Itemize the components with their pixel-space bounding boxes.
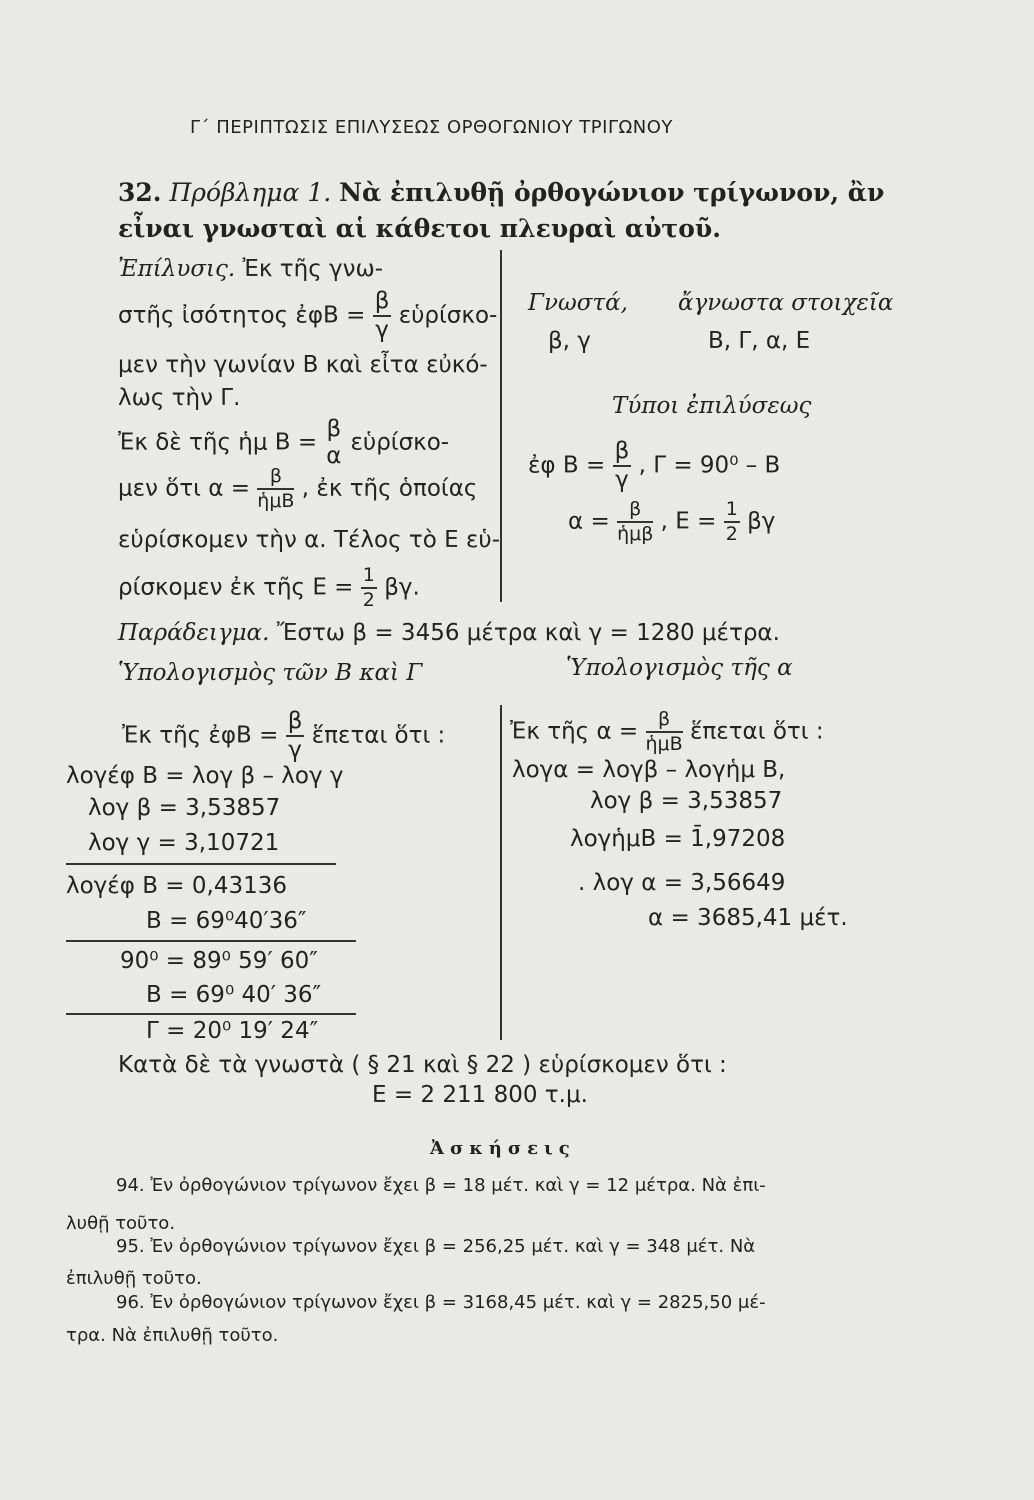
known-values: β, γ — [548, 328, 591, 354]
fraction-beta-gamma-calc — [286, 710, 305, 762]
solution-text: στῆς ἰσότητος ἐφΒ = — [118, 302, 373, 329]
calc-text: ἕπεται ὅτι : — [690, 718, 824, 745]
solution-label: Ἐπίλυσις. — [118, 256, 236, 282]
calc-left-row-3: λογ γ = 3,10721 — [88, 830, 280, 856]
frac-num: β — [613, 440, 632, 467]
frac-den: γ — [615, 467, 629, 493]
fraction-beta-hmB-calc — [646, 710, 683, 754]
frac-den: 2 — [362, 589, 375, 611]
column-divider-upper — [500, 250, 502, 602]
solution-line-6 — [118, 467, 477, 511]
formula-text: , Ε = — [660, 508, 724, 535]
solution-line-8 — [118, 566, 420, 610]
calc-text: Ἐκ τῆς α = — [510, 718, 646, 745]
formula-text: ἐφ Β = — [528, 452, 613, 479]
frac-den: ἡμβ — [617, 523, 654, 545]
frac-den: ἡμΒ — [257, 490, 295, 512]
formula-1 — [528, 440, 780, 492]
problem-heading — [118, 178, 884, 207]
calc-left-row-1: λογέφ Β = λογ β – λογ γ — [66, 763, 344, 789]
solution-text: ρίσκομεν ἐκ τῆς Ε = — [118, 574, 361, 601]
formula-text: α = — [568, 508, 618, 535]
fraction-beta-gamma-right — [613, 440, 632, 492]
fraction-beta-hmB — [257, 467, 294, 511]
frac-num: 1 — [361, 566, 377, 589]
solution-line-3: μεν τὴν γωνίαν Β καὶ εἶτα εὐκό- — [118, 352, 488, 378]
calc-left-row-7: Β = 69⁰ 40′ 36″ — [146, 982, 322, 1008]
frac-den: γ — [375, 317, 389, 343]
frac-num: β — [617, 500, 653, 523]
problem-statement-1: Νὰ ἐπιλυθῇ ὀρθογώνιον τρίγωνον, ἂν — [339, 178, 885, 207]
rule-2 — [66, 940, 356, 942]
problem-statement-2: εἶναι γνωσταὶ αἱ κάθετοι πλευραὶ αὐτοῦ. — [118, 214, 721, 243]
frac-num: β — [286, 710, 305, 737]
calc-right-row-1: λογα = λογβ – λογἡμ Β, — [512, 757, 786, 783]
solution-text: Ἐκ δὲ τῆς ἡμ Β = — [118, 429, 325, 456]
calc-text: ἕπεται ὅτι : — [311, 722, 446, 749]
conclusion-line-1: Κατὰ δὲ τὰ γνωστὰ ( § 21 καὶ § 22 ) εὑρίσκομεν ὅτι : — [118, 1052, 727, 1078]
solution-text: εὑρίσκο- — [350, 429, 450, 456]
fraction-beta-alpha — [324, 418, 343, 468]
exercise-95-line-2: ἐπιλυθῇ τοῦτο. — [66, 1268, 202, 1289]
frac-den: α — [326, 443, 342, 469]
calc-left-row-6: 90⁰ = 89⁰ 59′ 60″ — [120, 948, 318, 974]
solution-line-1 — [118, 256, 383, 282]
exercise-96-line-2: τρα. Νὰ ἐπιλυθῇ τοῦτο. — [66, 1325, 279, 1346]
frac-den: γ — [288, 737, 302, 763]
rule-1 — [66, 863, 336, 865]
exercise-94-line-1: 94. Ἐν ὀρθογώνιον τρίγωνον ἔχει β = 18 μέτ. καὶ γ = 12 μέτρα. Νὰ ἐπι- — [116, 1175, 766, 1196]
calc-right-row-3: λογἡμΒ = 1̄,97208 — [570, 826, 786, 852]
formula-text: , Γ = 90⁰ – Β — [638, 452, 781, 479]
known-label: Γνωστά, — [528, 290, 628, 316]
fraction-one-half-right — [724, 500, 740, 544]
calc-text: Ἐκ τῆς ἐφΒ = — [122, 722, 286, 749]
calc-left-row-2: λογ β = 3,53857 — [88, 795, 281, 821]
formula-text: βγ — [747, 508, 776, 535]
column-divider-lower — [500, 705, 502, 1040]
exercises-title: Ἀσκήσεις — [430, 1138, 576, 1159]
page-header: Γ΄ ΠΕΡΙΠΤΩΣΙΣ ΕΠΙΛΥΣΕΩΣ ΟΡΘΟΓΩΝΙΟΥ ΤΡΙΓΩΝΟΥ — [190, 117, 673, 138]
example-line — [118, 620, 780, 646]
unknown-values: Β, Γ, α, Ε — [708, 328, 811, 354]
solution-line-4: λως τὴν Γ. — [118, 385, 241, 411]
problem-label: Πρόβλημα 1. — [169, 178, 332, 207]
calc-right-row-2: λογ β = 3,53857 — [590, 788, 783, 814]
calc-left-intro — [122, 710, 445, 762]
calc-right-row-5: α = 3685,41 μέτ. — [648, 905, 848, 931]
formula-2 — [568, 500, 775, 544]
frac-num: β — [646, 710, 683, 733]
rule-3 — [66, 1013, 356, 1015]
calc-left-title: Ὑπολογισμὸς τῶν Β καὶ Γ — [118, 660, 423, 686]
calc-right-intro — [510, 710, 824, 754]
calc-right-title: Ὑπολογισμὸς τῆς α — [566, 655, 793, 681]
calc-left-row-5: Β = 69⁰40′36″ — [146, 908, 307, 934]
exercise-94-line-2: λυθῇ τοῦτο. — [66, 1213, 176, 1234]
exercise-96-line-1: 96. Ἐν ὀρθογώνιον τρίγωνον ἔχει β = 3168,45 μέτ. καὶ γ = 2825,50 μέ- — [116, 1292, 766, 1313]
fraction-beta-gamma — [373, 290, 392, 342]
solution-line-7: εὑρίσκομεν τὴν α. Τέλος τὸ Ε εὑ- — [118, 527, 501, 553]
solution-line-2 — [118, 290, 497, 342]
solution-text: εὑρίσκο- — [398, 302, 498, 329]
problem-number: 32. — [118, 178, 162, 207]
conclusion-line-2: Ε = 2 211 800 τ.μ. — [372, 1082, 588, 1108]
calc-left-row-4: λογέφ Β = 0,43136 — [66, 873, 287, 899]
fraction-beta-hmb-right — [617, 500, 653, 544]
unknown-label: ἄγνωστα στοιχεῖα — [678, 290, 894, 316]
solution-text: , ἐκ τῆς ὁποίας — [301, 475, 478, 502]
frac-num: β — [373, 290, 392, 317]
solution-text: βγ. — [384, 574, 420, 601]
frac-den: 2 — [725, 523, 738, 545]
solution-text: Ἐκ τῆς γνω- — [242, 256, 384, 282]
solution-text: μεν ὅτι α = — [118, 475, 258, 502]
fraction-one-half — [361, 566, 377, 610]
frac-num: β — [326, 416, 342, 442]
calc-right-row-4: . λογ α = 3,56649 — [578, 870, 786, 896]
frac-num: 1 — [724, 500, 740, 523]
frac-num: β — [257, 467, 294, 490]
exercise-95-line-1: 95. Ἐν ὀρθογώνιον τρίγωνον ἔχει β = 256,25 μέτ. καὶ γ = 348 μέτ. Νὰ — [116, 1236, 756, 1257]
calc-left-row-8: Γ = 20⁰ 19′ 24″ — [146, 1018, 319, 1044]
frac-den: ἡμΒ — [645, 733, 683, 755]
solution-line-5 — [118, 418, 449, 468]
formulas-title: Τύποι ἐπιλύσεως — [612, 393, 812, 419]
example-label: Παράδειγμα. — [118, 620, 270, 646]
example-text: Ἔστω β = 3456 μέτρα καὶ γ = 1280 μέτρα. — [276, 620, 780, 646]
